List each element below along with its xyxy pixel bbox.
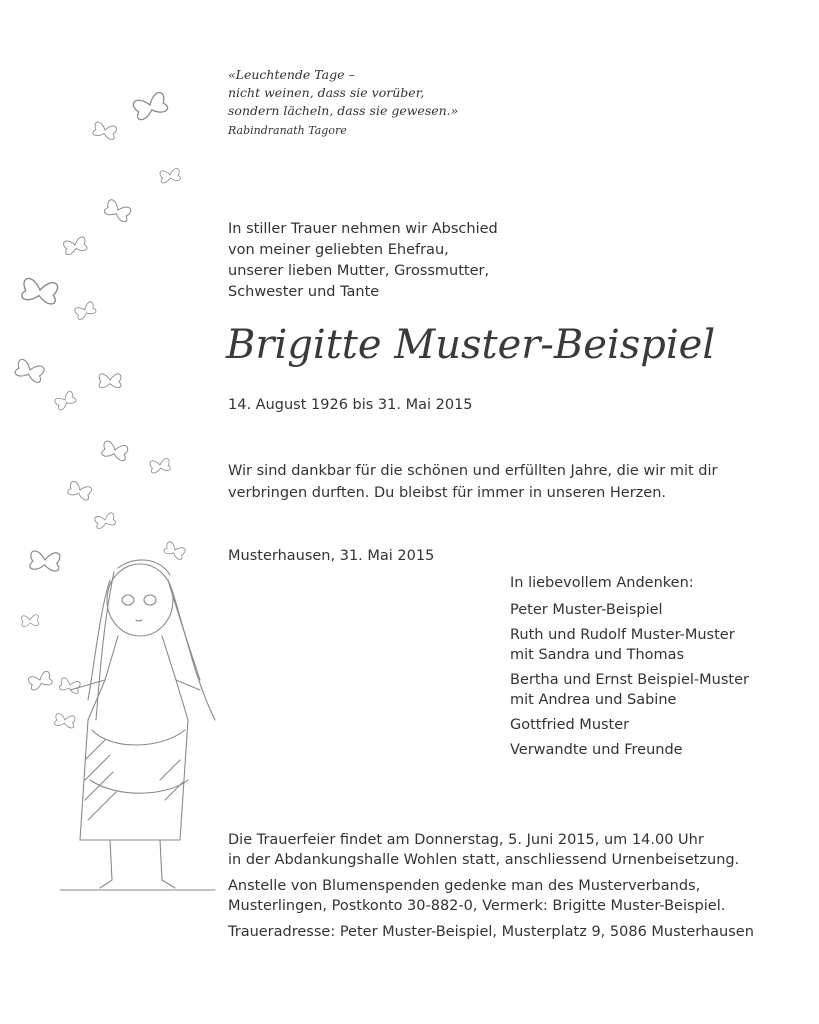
intro-line: unserer lieben Mutter, Grossmutter, (228, 263, 490, 279)
butterfly-icon (63, 236, 88, 255)
intro-line: In stiller Trauer nehmen wir Abschied (228, 221, 498, 237)
quote-line: nicht weinen, dass sie vorüber, (228, 85, 425, 100)
closing-line: verbringen durften. Du bleibst für immer in unseren Herzen. (228, 485, 666, 501)
butterfly-icon (67, 481, 92, 501)
girl-with-butterflies-illustration (0, 80, 230, 900)
butterflies-group (14, 91, 186, 728)
donation-line: Anstelle von Blumenspenden gedenke man des Musterverbands, (228, 878, 701, 894)
ceremony-line: Die Trauerfeier findet am Donnerstag, 5. Juni 2015, um 14.00 Uhr (228, 832, 704, 848)
butterfly-icon (14, 358, 45, 383)
butterfly-icon (54, 713, 75, 728)
butterfly-icon (21, 278, 58, 305)
ceremony-line: in der Abdankungshalle Wohlen statt, anschliessend Urnenbeisetzung. (228, 852, 740, 868)
butterfly-icon (101, 440, 128, 461)
butterfly-icon (54, 390, 77, 410)
butterfly-icon (74, 301, 97, 320)
butterfly-icon (150, 458, 171, 473)
intro-text (228, 219, 498, 303)
butterfly-icon (59, 677, 81, 694)
butterfly-icon (132, 91, 168, 120)
closing-line: Wir sind dankbar für die schönen und erfüllten Jahre, die wir mit dir (228, 463, 718, 479)
service-information (228, 830, 808, 942)
butterfly-icon (28, 671, 53, 691)
butterfly-icon (93, 121, 118, 140)
butterfly-icon (99, 374, 121, 388)
butterfly-icon (30, 551, 61, 572)
quote-line: «Leuchtende Tage – (228, 67, 355, 82)
mourning-address: Traueradresse: Peter Muster-Beispiel, Musterplatz 9, 5086 Musterhausen (228, 924, 754, 940)
girl-sketch (60, 560, 215, 890)
deceased-name: Brigitte Muster-Beispiel (226, 322, 716, 368)
life-dates: 14. August 1926 bis 31. Mai 2015 (228, 397, 473, 413)
mourners-intro: In liebevollem Andenken: (510, 575, 694, 591)
closing-text (228, 460, 718, 504)
butterfly-icon (103, 199, 131, 223)
donation-line: Musterlingen, Postkonto 30-882-0, Vermerk: Brigitte Muster-Beispiel. (228, 898, 726, 914)
mourners-list (510, 575, 810, 765)
butterfly-icon (21, 615, 39, 627)
mourner-entry: Gottfried Muster (510, 717, 630, 733)
quote-line: sondern lächeln, dass sie gewesen.» (228, 103, 459, 118)
mourner-entry: Peter Muster-Beispiel (510, 602, 663, 618)
intro-line: Schwester und Tante (228, 284, 380, 300)
epigraph-quote (228, 66, 628, 140)
butterfly-icon (160, 168, 181, 183)
mourner-entry: Verwandte und Freunde (510, 742, 683, 758)
intro-line: von meiner geliebten Ehefrau, (228, 242, 449, 258)
butterfly-icon (163, 541, 186, 560)
butterfly-icon (94, 512, 116, 529)
mourner-entry: Bertha und Ernst Beispiel-Muster mit Andrea und Sabine (510, 672, 749, 708)
place-and-date: Musterhausen, 31. Mai 2015 (228, 548, 435, 564)
mourner-entry: Ruth und Rudolf Muster-Muster mit Sandra und Thomas (510, 627, 735, 663)
quote-author: Rabindranath Tagore (228, 124, 347, 137)
